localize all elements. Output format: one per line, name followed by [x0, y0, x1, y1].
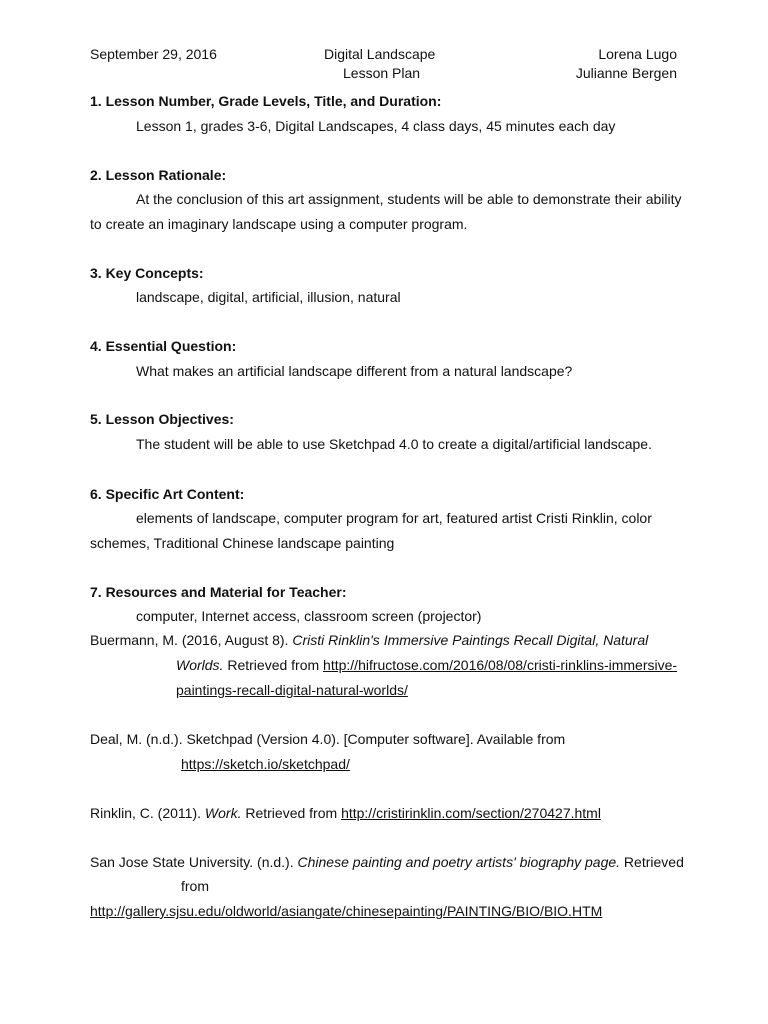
reference-4-title: Chinese painting and poetry artists' biography page. — [297, 854, 621, 870]
reference-4-line1 — [90, 853, 684, 871]
header-title-line1: Digital Landscape — [324, 46, 436, 62]
reference-1-title: Cristi Rinklin's Immersive Paintings Recall Digital, Natural — [292, 632, 649, 648]
section-2-body-line2: to create an imaginary landscape using a computer program. — [90, 216, 468, 232]
section-7-heading: 7. Resources and Material for Teacher: — [90, 584, 347, 600]
reference-1-prefix: Buermann, M. (2016, August 8). — [90, 632, 293, 648]
reference-3-prefix: Rinklin, C. (2011). — [90, 805, 205, 821]
section-2-heading: 2. Lesson Rationale: — [90, 167, 227, 183]
section-1-body: Lesson 1, grades 3-6, Digital Landscapes, 4 class days, 45 minutes each day — [136, 118, 616, 134]
section-3-heading: 3. Key Concepts: — [90, 265, 204, 281]
section-3-body: landscape, digital, artificial, illusion, natural — [136, 289, 401, 305]
reference-3-retrieved: Retrieved from — [241, 805, 342, 821]
reference-4-link[interactable]: http://gallery.sjsu.edu/oldworld/asiangate/chinesepainting/PAINTING/BIO/BIO.HTM — [90, 903, 603, 919]
section-1-heading: 1. Lesson Number, Grade Levels, Title, and Duration: — [90, 93, 442, 109]
section-2-body-line1: At the conclusion of this art assignment, students will be able to demonstrate their ability — [136, 191, 682, 207]
reference-3-title: Work. — [204, 805, 242, 821]
section-6-heading: 6. Specific Art Content: — [90, 486, 245, 502]
header-author1: Lorena Lugo — [598, 46, 677, 62]
section-7-body: computer, Internet access, classroom screen (projector) — [136, 608, 482, 624]
reference-1-link[interactable]: http://hifructose.com/2016/08/08/cristi-rinklins-immersive- — [323, 657, 678, 673]
reference-2-line2 — [181, 755, 350, 773]
header-author2: Julianne Bergen — [575, 65, 677, 81]
reference-4-retrieved: Retrieved — [620, 854, 684, 870]
header-date: September 29, 2016 — [90, 46, 217, 62]
section-6-body-line2: schemes, Traditional Chinese landscape painting — [90, 535, 395, 551]
reference-1-line3 — [176, 681, 408, 699]
reference-2-link[interactable]: https://sketch.io/sketchpad/ — [181, 756, 350, 772]
reference-1-line1 — [90, 631, 648, 649]
reference-4-prefix: San Jose State University. (n.d.). — [90, 854, 298, 870]
reference-1-title-end: Worlds. — [176, 657, 224, 673]
reference-1-link-cont[interactable]: paintings-recall-digital-natural-worlds/ — [176, 682, 408, 698]
reference-3-link[interactable]: http://cristirinklin.com/section/270427.html — [341, 805, 601, 821]
reference-1-retrieved: Retrieved from — [223, 657, 324, 673]
reference-4-line3 — [90, 902, 602, 920]
reference-3 — [90, 804, 601, 822]
section-4-body: What makes an artificial landscape different from a natural landscape? — [136, 363, 573, 379]
reference-1-line2 — [176, 656, 677, 674]
section-6-body-line1: elements of landscape, computer program for art, featured artist Cristi Rinklin, color — [136, 510, 652, 526]
section-5-heading: 5. Lesson Objectives: — [90, 411, 234, 427]
reference-2-line1: Deal, M. (n.d.). Sketchpad (Version 4.0). [Computer software]. Available from — [90, 731, 566, 747]
section-4-heading: 4. Essential Question: — [90, 338, 237, 354]
section-5-body: The student will be able to use Sketchpad 4.0 to create a digital/artificial landscape. — [136, 436, 652, 452]
header-title-line2: Lesson Plan — [343, 65, 421, 81]
reference-4-line2: from — [181, 878, 209, 894]
